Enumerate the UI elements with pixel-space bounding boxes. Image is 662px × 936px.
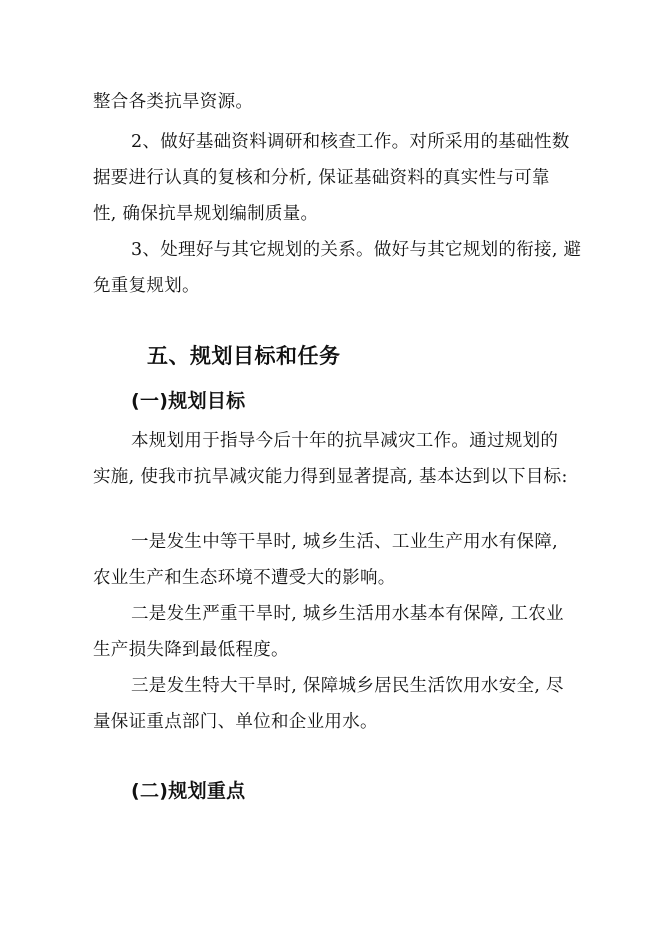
paragraph-line: 农业生产和生态环境不遭受大的影响。 (93, 568, 396, 588)
paragraph-line: 本规划用于指导今后十年的抗旱减灾工作。通过规划的 (131, 431, 559, 451)
paragraph-line: 实施, 使我市抗旱减灾能力得到显著提高, 基本达到以下目标: (93, 467, 568, 487)
paragraph-line: 据要进行认真的复核和分析, 保证基础资料的真实性与可靠 (93, 168, 550, 188)
paragraph-line: 3、处理好与其它规划的关系。做好与其它规划的衔接, 避 (131, 240, 582, 260)
paragraph-line: 整合各类抗旱资源。 (93, 92, 254, 112)
subsection-heading: (二)规划重点 (131, 780, 246, 802)
paragraph-line: 性, 确保抗旱规划编制质量。 (93, 204, 319, 224)
paragraph-line: 生产损失降到最低程度。 (93, 640, 289, 660)
section-heading: 五、规划目标和任务 (147, 344, 341, 368)
paragraph-line: 免重复规划。 (93, 276, 200, 296)
paragraph-line: 三是发生特大干旱时, 保障城乡居民生活饮用水安全, 尽 (131, 676, 564, 696)
subsection-heading: (一)规划目标 (131, 390, 246, 412)
paragraph-line: 量保证重点部门、单位和企业用水。 (93, 712, 378, 732)
paragraph-line: 二是发生严重干旱时, 城乡生活用水基本有保障, 工农业 (131, 604, 564, 624)
paragraph-line: 一是发生中等干旱时, 城乡生活、工业生产用水有保障, (131, 532, 558, 552)
paragraph-line: 2、做好基础资料调研和核查工作。对所采用的基础性数 (131, 132, 570, 152)
